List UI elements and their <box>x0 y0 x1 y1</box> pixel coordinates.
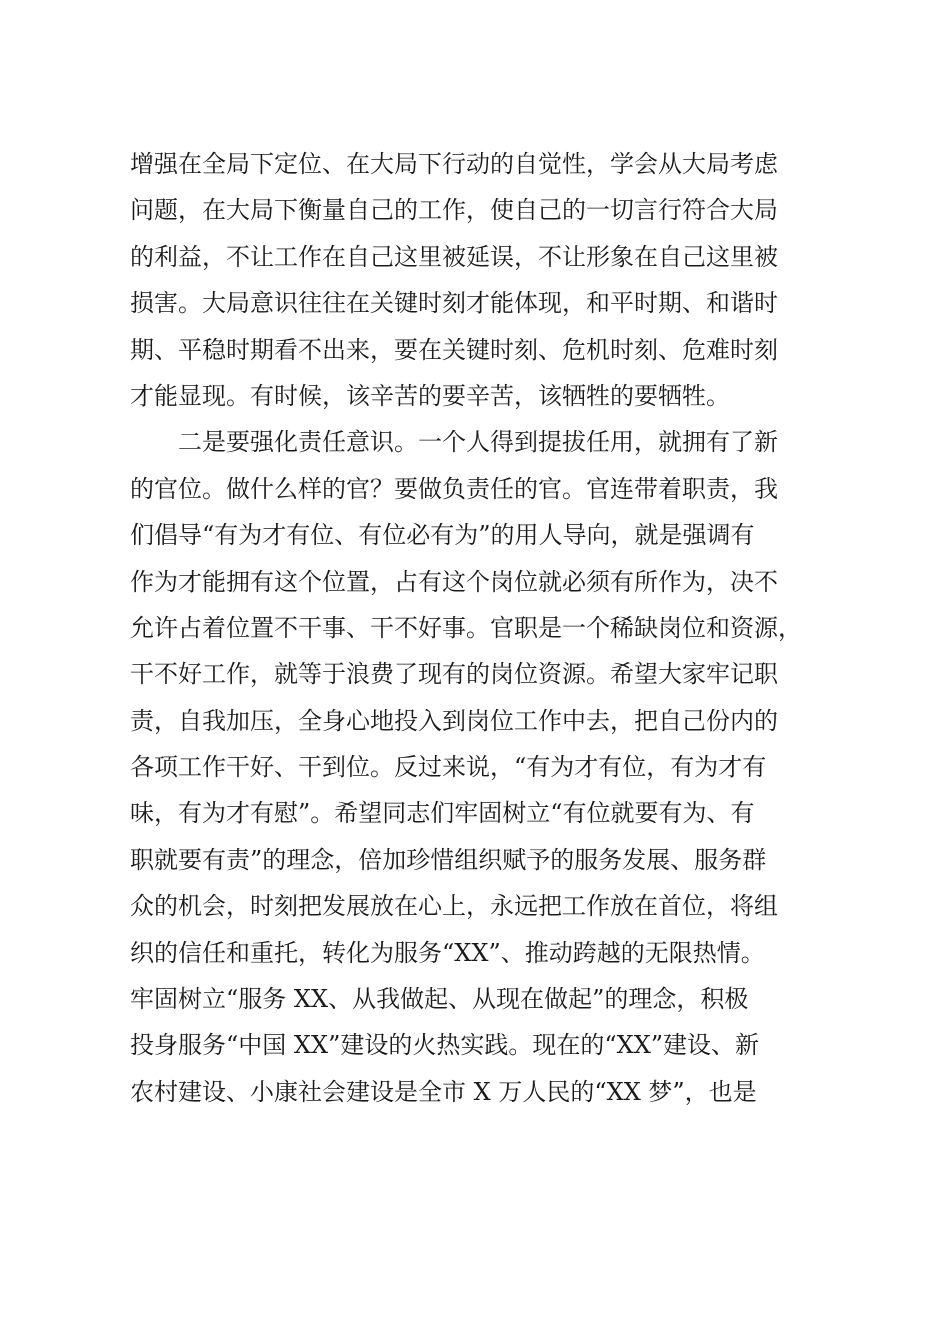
text-line: 干不好工作，就等于浪费了现有的岗位资源。希望大家牢记职 <box>130 660 778 689</box>
text-line: 众的机会，时刻把发展放在心上，永远把工作放在首位，将组 <box>130 892 778 921</box>
text-line: 的官位。做什么样的官？要做负责任的官。官连带着职责，我 <box>130 474 778 503</box>
text-line: 问题，在大局下衡量自己的工作，使自己的一切言行符合大局 <box>130 196 778 225</box>
text-line: 味，有为才有慰”。希望同志们牢固树立“有位就要有为、有 <box>130 799 755 828</box>
paragraph-start-line: 二是要强化责任意识。一个人得到提拔任用，就拥有了新 <box>178 428 778 457</box>
text-line: 作为才能拥有这个位置，占有这个岗位就必须有所作为，决不 <box>130 567 778 596</box>
text-line: 职就要有责”的理念，倍加珍惜组织赋予的服务发展、服务群 <box>130 845 767 874</box>
text-line: 允许占着位置不干事、干不好事。官职是一个稀缺岗位和资源， <box>130 613 802 642</box>
text-line: 农村建设、小康社会建设是全市 X 万人民的“XX 梦”，也是 <box>130 1077 757 1106</box>
text-line: 责，自我加压，全身心地投入到岗位工作中去，把自己份内的 <box>130 706 778 735</box>
text-line: 期、平稳时期看不出来，要在关键时刻、危机时刻、危难时刻 <box>130 335 778 364</box>
text-line: 的利益，不让工作在自己这里被延误，不让形象在自己这里被 <box>130 242 778 271</box>
text-line: 损害。大局意识往往在关键时刻才能体现，和平时期、和谐时 <box>130 289 778 318</box>
document-body <box>130 141 830 1115</box>
text-line: 牢固树立“服务 XX、从我做起、从现在做起”的理念，积极 <box>130 985 749 1014</box>
text-line: 增强在全局下定位、在大局下行动的自觉性，学会从大局考虑 <box>130 150 778 178</box>
text-line: 各项工作干好、干到位。反过来说，“有为才有位，有为才有 <box>130 753 767 782</box>
text-line: 们倡导“有为才有位、有位必有为”的用人导向，就是强调有 <box>130 521 755 550</box>
text-line: 投身服务“中国 XX”建设的火热实践。现在的“XX”建设、新 <box>130 1031 760 1060</box>
text-line: 才能显现。有时候，该辛苦的要辛苦，该牺牲的要牺牲。 <box>130 381 730 410</box>
text-line: 织的信任和重托，转化为服务“XX”、推动跨越的无限热情。 <box>130 938 765 967</box>
